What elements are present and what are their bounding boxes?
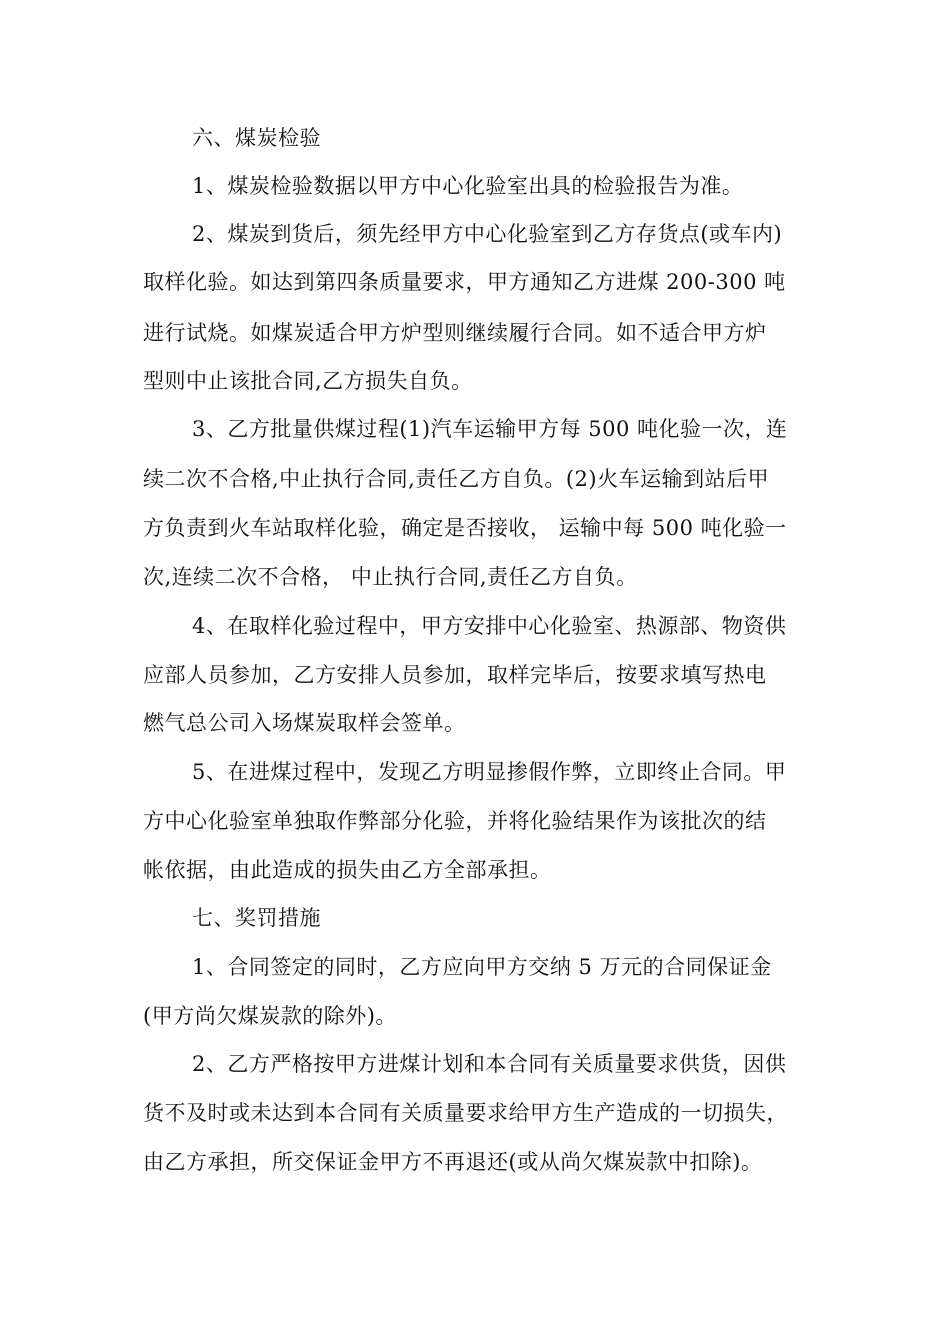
paragraph-line: 进行试烧。如煤炭适合甲方炉型则继续履行合同。如不适合甲方炉 [143, 321, 767, 345]
paragraph-line: 燃气总公司入场煤炭取样会签单。 [143, 711, 466, 735]
paragraph-line: 次,连续二次不合格， 中止执行合同,责任乙方自负。 [143, 565, 638, 589]
paragraph-line: (甲方尚欠煤炭款的除外)。 [143, 1004, 397, 1028]
paragraph-line: 货不及时或未达到本合同有关质量要求给甲方生产造成的一切损失， [143, 1101, 788, 1125]
paragraph-line: 3、乙方批量供煤过程(1)汽车运输甲方每 500 吨化验一次，连 [192, 417, 788, 441]
paragraph-line: 方中心化验室单独取作弊部分化验，并将化验结果作为该批次的结 [143, 809, 767, 833]
paragraph-line: 续二次不合格,中止执行合同,责任乙方自负。(2)火车运输到站后甲 [143, 467, 770, 491]
paragraph-line: 5、在进煤过程中，发现乙方明显掺假作弊，立即终止合同。甲 [192, 760, 787, 784]
section-heading-coal-inspection: 六、煤炭检验 [192, 126, 321, 150]
paragraph-line: 2、乙方严格按甲方进煤计划和本合同有关质量要求供货，因供 [192, 1052, 787, 1076]
paragraph-line: 方负责到火车站取样化验，确定是否接收， 运输中每 500 吨化验一 [143, 516, 787, 540]
paragraph-line: 4、在取样化验过程中，甲方安排中心化验室、热源部、物资供 [192, 614, 787, 638]
paragraph-line: 帐依据，由此造成的损失由乙方全部承担。 [143, 858, 552, 882]
paragraph-line: 应部人员参加，乙方安排人员参加，取样完毕后，按要求填写热电 [143, 663, 767, 687]
paragraph-line: 1、煤炭检验数据以甲方中心化验室出具的检验报告为准。 [192, 174, 744, 198]
paragraph-line: 由乙方承担，所交保证金甲方不再退还(或从尚欠煤炭款中扣除)。 [143, 1150, 763, 1174]
paragraph-line: 1、合同签定的同时，乙方应向甲方交纳 5 万元的合同保证金 [192, 955, 772, 979]
section-heading-rewards-penalties: 七、奖罚措施 [192, 906, 321, 930]
paragraph-line: 取样化验。如达到第四条质量要求，甲方通知乙方进煤 200-300 吨 [143, 270, 786, 294]
paragraph-line: 型则中止该批合同,乙方损失自负。 [143, 369, 473, 393]
paragraph-line: 2、煤炭到货后，须先经甲方中心化验室到乙方存货点(或车内) [192, 222, 783, 246]
